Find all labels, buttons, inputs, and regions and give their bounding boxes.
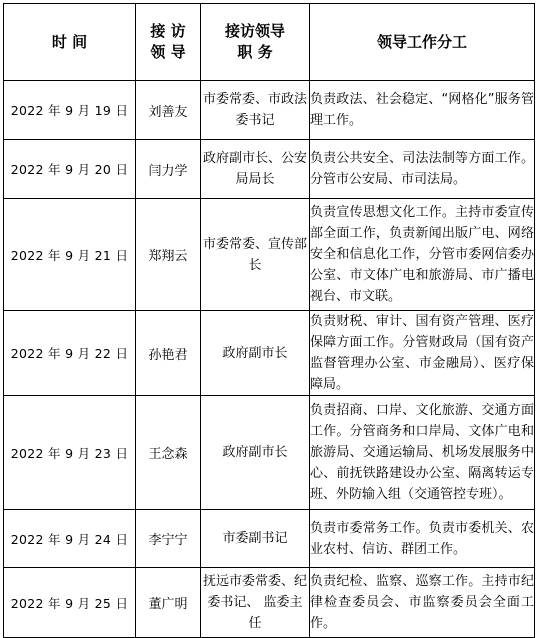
table-row: [4, 510, 535, 568]
header-date: [4, 4, 136, 81]
row-duty: 负责纪检、监察、巡察工作。主持市纪律检查委员会、市监察委员会全面工作。: [310, 568, 535, 638]
row-title: 市委常委、市政法委书记: [201, 81, 310, 140]
header-leader-line2: 领 导: [150, 43, 186, 61]
header-duty: [310, 4, 535, 81]
row-leader: 闫力学: [136, 140, 201, 199]
table-row: [4, 568, 535, 638]
row-leader: 王念森: [136, 396, 201, 510]
row-title: 政府副市长、公安局局长: [201, 140, 310, 199]
header-title-line2: 职 务: [237, 43, 273, 61]
row-date: 2022 年 9 月 22 日: [4, 311, 136, 396]
table-row: [4, 199, 535, 311]
row-leader: 郑翔云: [136, 199, 201, 311]
row-date: 2022 年 9 月 24 日: [4, 510, 136, 568]
header-leader-line1: 接 访: [150, 22, 186, 40]
row-duty: 负责政法、社会稳定、“网格化”服务管理工作。: [310, 81, 535, 140]
row-title: 政府副市长: [201, 311, 310, 396]
row-duty: 负责公共安全、司法法制等方面工作。分管市公安局、市司法局。: [310, 140, 535, 199]
row-duty: 负责宣传思想文化工作。主持市委宣传部全面工作，负责新闻出版广电、网络安全和信息化工作，分管市委网信委办公室、市文体广电和旅游局、市广播电视台、市文联。: [310, 199, 535, 311]
row-leader: 董广明: [136, 568, 201, 638]
table-row: [4, 311, 535, 396]
table-row: [4, 140, 535, 199]
row-date: 2022 年 9 月 25 日: [4, 568, 136, 638]
row-date: 2022 年 9 月 23 日: [4, 396, 136, 510]
row-duty: 负责财税、审计、国有资产管理、医疗保障方面工作。分管财政局（国有资产监督管理办公室、市金融局）、医疗保障局。: [310, 311, 535, 396]
row-duty: 负责招商、口岸、文化旅游、交通方面工作。分管商务和口岸局、文体广电和旅游局、交通运输局、机场发展服务中心、前抚铁路建设办公室、隔离转运专班、外防输入组（交通管控专班）。: [310, 396, 535, 510]
row-title: 市委副书记: [201, 510, 310, 568]
row-title: 政府副市长: [201, 396, 310, 510]
reception-schedule-table: [3, 3, 535, 638]
table-row: [4, 396, 535, 510]
row-date: 2022 年 9 月 20 日: [4, 140, 136, 199]
row-date: 2022 年 9 月 21 日: [4, 199, 136, 311]
row-leader: 孙艳君: [136, 311, 201, 396]
row-duty: 负责市委常务工作。负责市委机关、农业农村、信访、群团工作。: [310, 510, 535, 568]
header-leader: [136, 4, 201, 81]
row-leader: 刘善友: [136, 81, 201, 140]
header-title-line1: 接访领导: [224, 22, 285, 40]
header-date-label: 时 间: [51, 32, 88, 51]
row-leader: 李宁宁: [136, 510, 201, 568]
header-duty-label: 领导工作分工: [376, 32, 467, 51]
header-title: [201, 4, 310, 81]
row-title: 市委常委、宣传部长: [201, 199, 310, 311]
row-title: 抚远市委常委、纪委书记、 监委主任: [201, 568, 310, 638]
header-row: [4, 4, 535, 81]
row-date: 2022 年 9 月 19 日: [4, 81, 136, 140]
table-row: [4, 81, 535, 140]
